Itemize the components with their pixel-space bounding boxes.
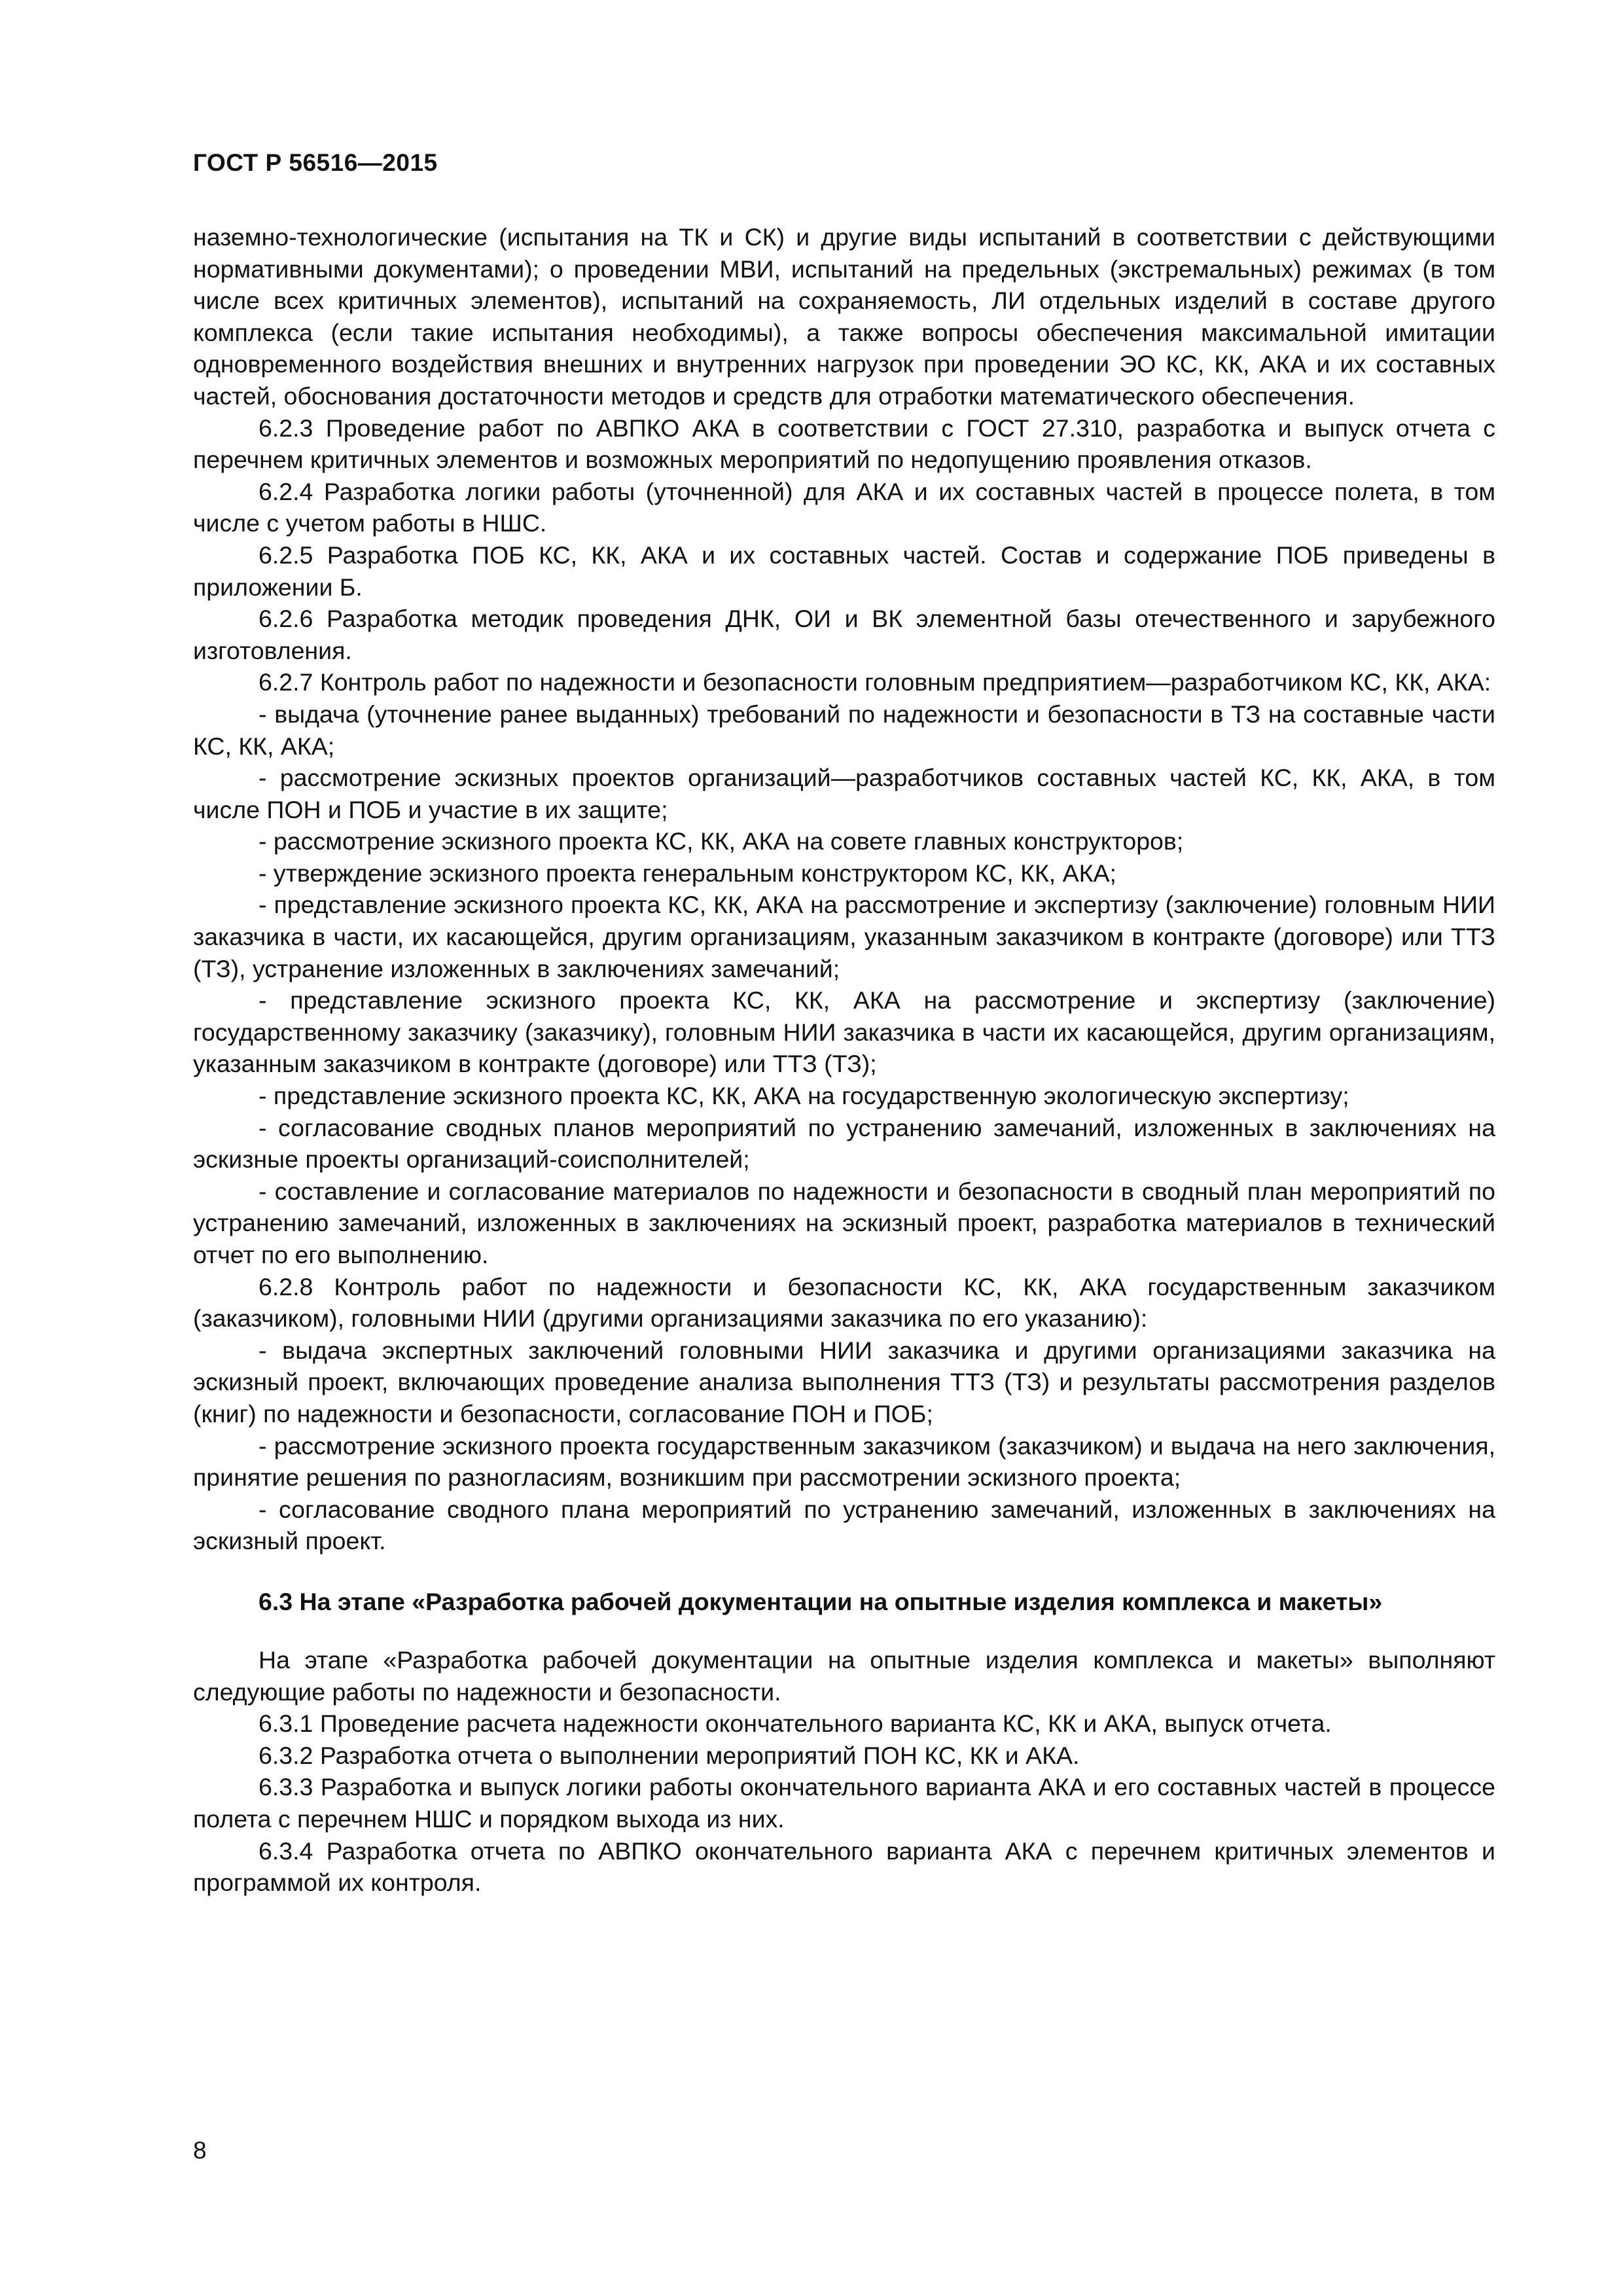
list-item: - рассмотрение эскизного проекта КС, КК, АКА на совете главных конструкторов;: [259, 827, 1184, 855]
list-item: - представление эскизного проекта КС, КК, АКА на рассмотрение и экспертизу (заключение) головным НИИ заказчика в части, их касающейся, другим организациям, указанным заказчиком в контракте (договоре) или ТТЗ (ТЗ), устранение изложенных в заключениях замечаний;: [193, 891, 1495, 982]
paragraph-6-3-1: 6.3.1 Проведение расчета надежности окончательного варианта КС, КК и АКА, выпуск отчета.: [259, 1710, 1332, 1738]
list-item: - согласование сводных планов мероприятий по устранению замечаний, изложенных в заключениях на эскизные проекты организаций-соисполнителей;: [193, 1113, 1495, 1174]
paragraph-6-2-6: 6.2.6 Разработка методик проведения ДНК, ОИ и ВК элементной базы отечественного и зарубежного изготовления.: [193, 605, 1495, 664]
list-item: - выдача экспертных заключений головными НИИ заказчика и другими организациями заказчика на эскизный проект, включающих проведение анализа выполнения ТТЗ (ТЗ) и результаты рассмотрения разделов (книг) по надежности и безопасности, согласование ПОН и ПОБ;: [193, 1336, 1495, 1427]
section-spacer: [193, 1618, 1495, 1644]
document-header: ГОСТ Р 56516—2015: [193, 149, 438, 176]
list-item: - утверждение эскизного проекта генеральным конструктором КС, КК, АКА;: [259, 859, 1116, 887]
list-item: - согласование сводного плана мероприятий по устранению замечаний, изложенных в заключениях на эскизный проект.: [193, 1495, 1495, 1555]
list-item: - составление и согласование материалов по надежности и безопасности в сводный план мероприятий по устранению замечаний, изложенных в заключениях на эскизный проект, разработка материалов в технический отчет по его выполнению.: [193, 1177, 1495, 1268]
list-item: - представление эскизного проекта КС, КК, АКА на рассмотрение и экспертизу (заключение) государственному заказчику (заказчику), головным НИИ заказчика в части их касающейся, другим организациям, указанным заказчиком в контракте (договоре) или ТТЗ (ТЗ);: [193, 986, 1495, 1078]
paragraph-6-3-4: 6.3.4 Разработка отчета по АВПКО окончательного варианта АКА с перечнем критичных элементов и программой их контроля.: [193, 1837, 1495, 1897]
paragraph: наземно-технологические (испытания на ТК и СК) и другие виды испытаний в соответствии с действующими нормативными документами); о проведении МВИ, испытаний на предельных (экстремальных) режимах (в том числе всех критичных элементов), испытаний на сохраняемость, ЛИ отдельных изделий в составе другого комплекса (если такие испытания необходимы), а также вопросы обеспечения максимальной имитации одновременного воздействия внешних и внутренних нагрузок при проведении ЭО КС, КК, АКА и их составных частей, обоснования достаточности методов и средств для отработки математического обеспечения.: [193, 223, 1495, 410]
paragraph-6-2-3: 6.2.3 Проведение работ по АВПКО АКА в соответствии с ГОСТ 27.310, разработка и выпуск отчета с перечнем критичных элементов и возможных мероприятий по недопущению проявления отказов.: [193, 414, 1495, 474]
paragraph-6-2-5: 6.2.5 Разработка ПОБ КС, КК, АКА и их составных частей. Состав и содержание ПОБ приведены в приложении Б.: [193, 541, 1495, 601]
paragraph-6-2-4: 6.2.4 Разработка логики работы (уточненной) для АКА и их составных частей в процессе полета, в том числе с учетом работы в НШС.: [193, 477, 1495, 537]
list-item: - рассмотрение эскизного проекта государственным заказчиком (заказчиком) и выдача на него заключения, принятие решения по разногласиям, возникшим при рассмотрении эскизного проекта;: [193, 1431, 1495, 1492]
list-item: - выдача (уточнение ранее выданных) требований по надежности и безопасности в ТЗ на составные части КС, КК, АКА;: [193, 700, 1495, 760]
list-item: - рассмотрение эскизных проектов организаций—разработчиков составных частей КС, КК, АКА, в том числе ПОН и ПОБ и участие в их защите;: [193, 764, 1495, 823]
page-number: 8: [193, 2137, 207, 2164]
paragraph-6-2-8: 6.2.8 Контроль работ по надежности и безопасности КС, КК, АКА государственным заказчиком (заказчиком), головными НИИ (другими организациями заказчика по его указанию):: [193, 1272, 1495, 1333]
paragraph-6-3-2: 6.3.2 Разработка отчета о выполнении мероприятий ПОН КС, КК и АКА.: [259, 1741, 1080, 1769]
paragraph-6-2-7: 6.2.7 Контроль работ по надежности и безопасности головным предприятием—разработчиком КС, КК, АКА:: [259, 668, 1491, 696]
document-body: [193, 221, 1495, 1899]
paragraph-6-3-intro: На этапе «Разработка рабочей документации на опытные изделия комплекса и макеты» выполняют следующие работы по надежности и безопасности.: [193, 1645, 1495, 1706]
paragraph-6-3-3: 6.3.3 Разработка и выпуск логики работы окончательного варианта АКА и его составных частей в процессе полета с перечнем НШС и порядком выхода из них.: [193, 1773, 1495, 1833]
list-item: - представление эскизного проекта КС, КК, АКА на государственную экологическую экспертизу;: [259, 1082, 1349, 1110]
section-heading-6-3: 6.3 На этапе «Разработка рабочей документации на опытные изделия комплекса и макеты»: [259, 1587, 1383, 1615]
